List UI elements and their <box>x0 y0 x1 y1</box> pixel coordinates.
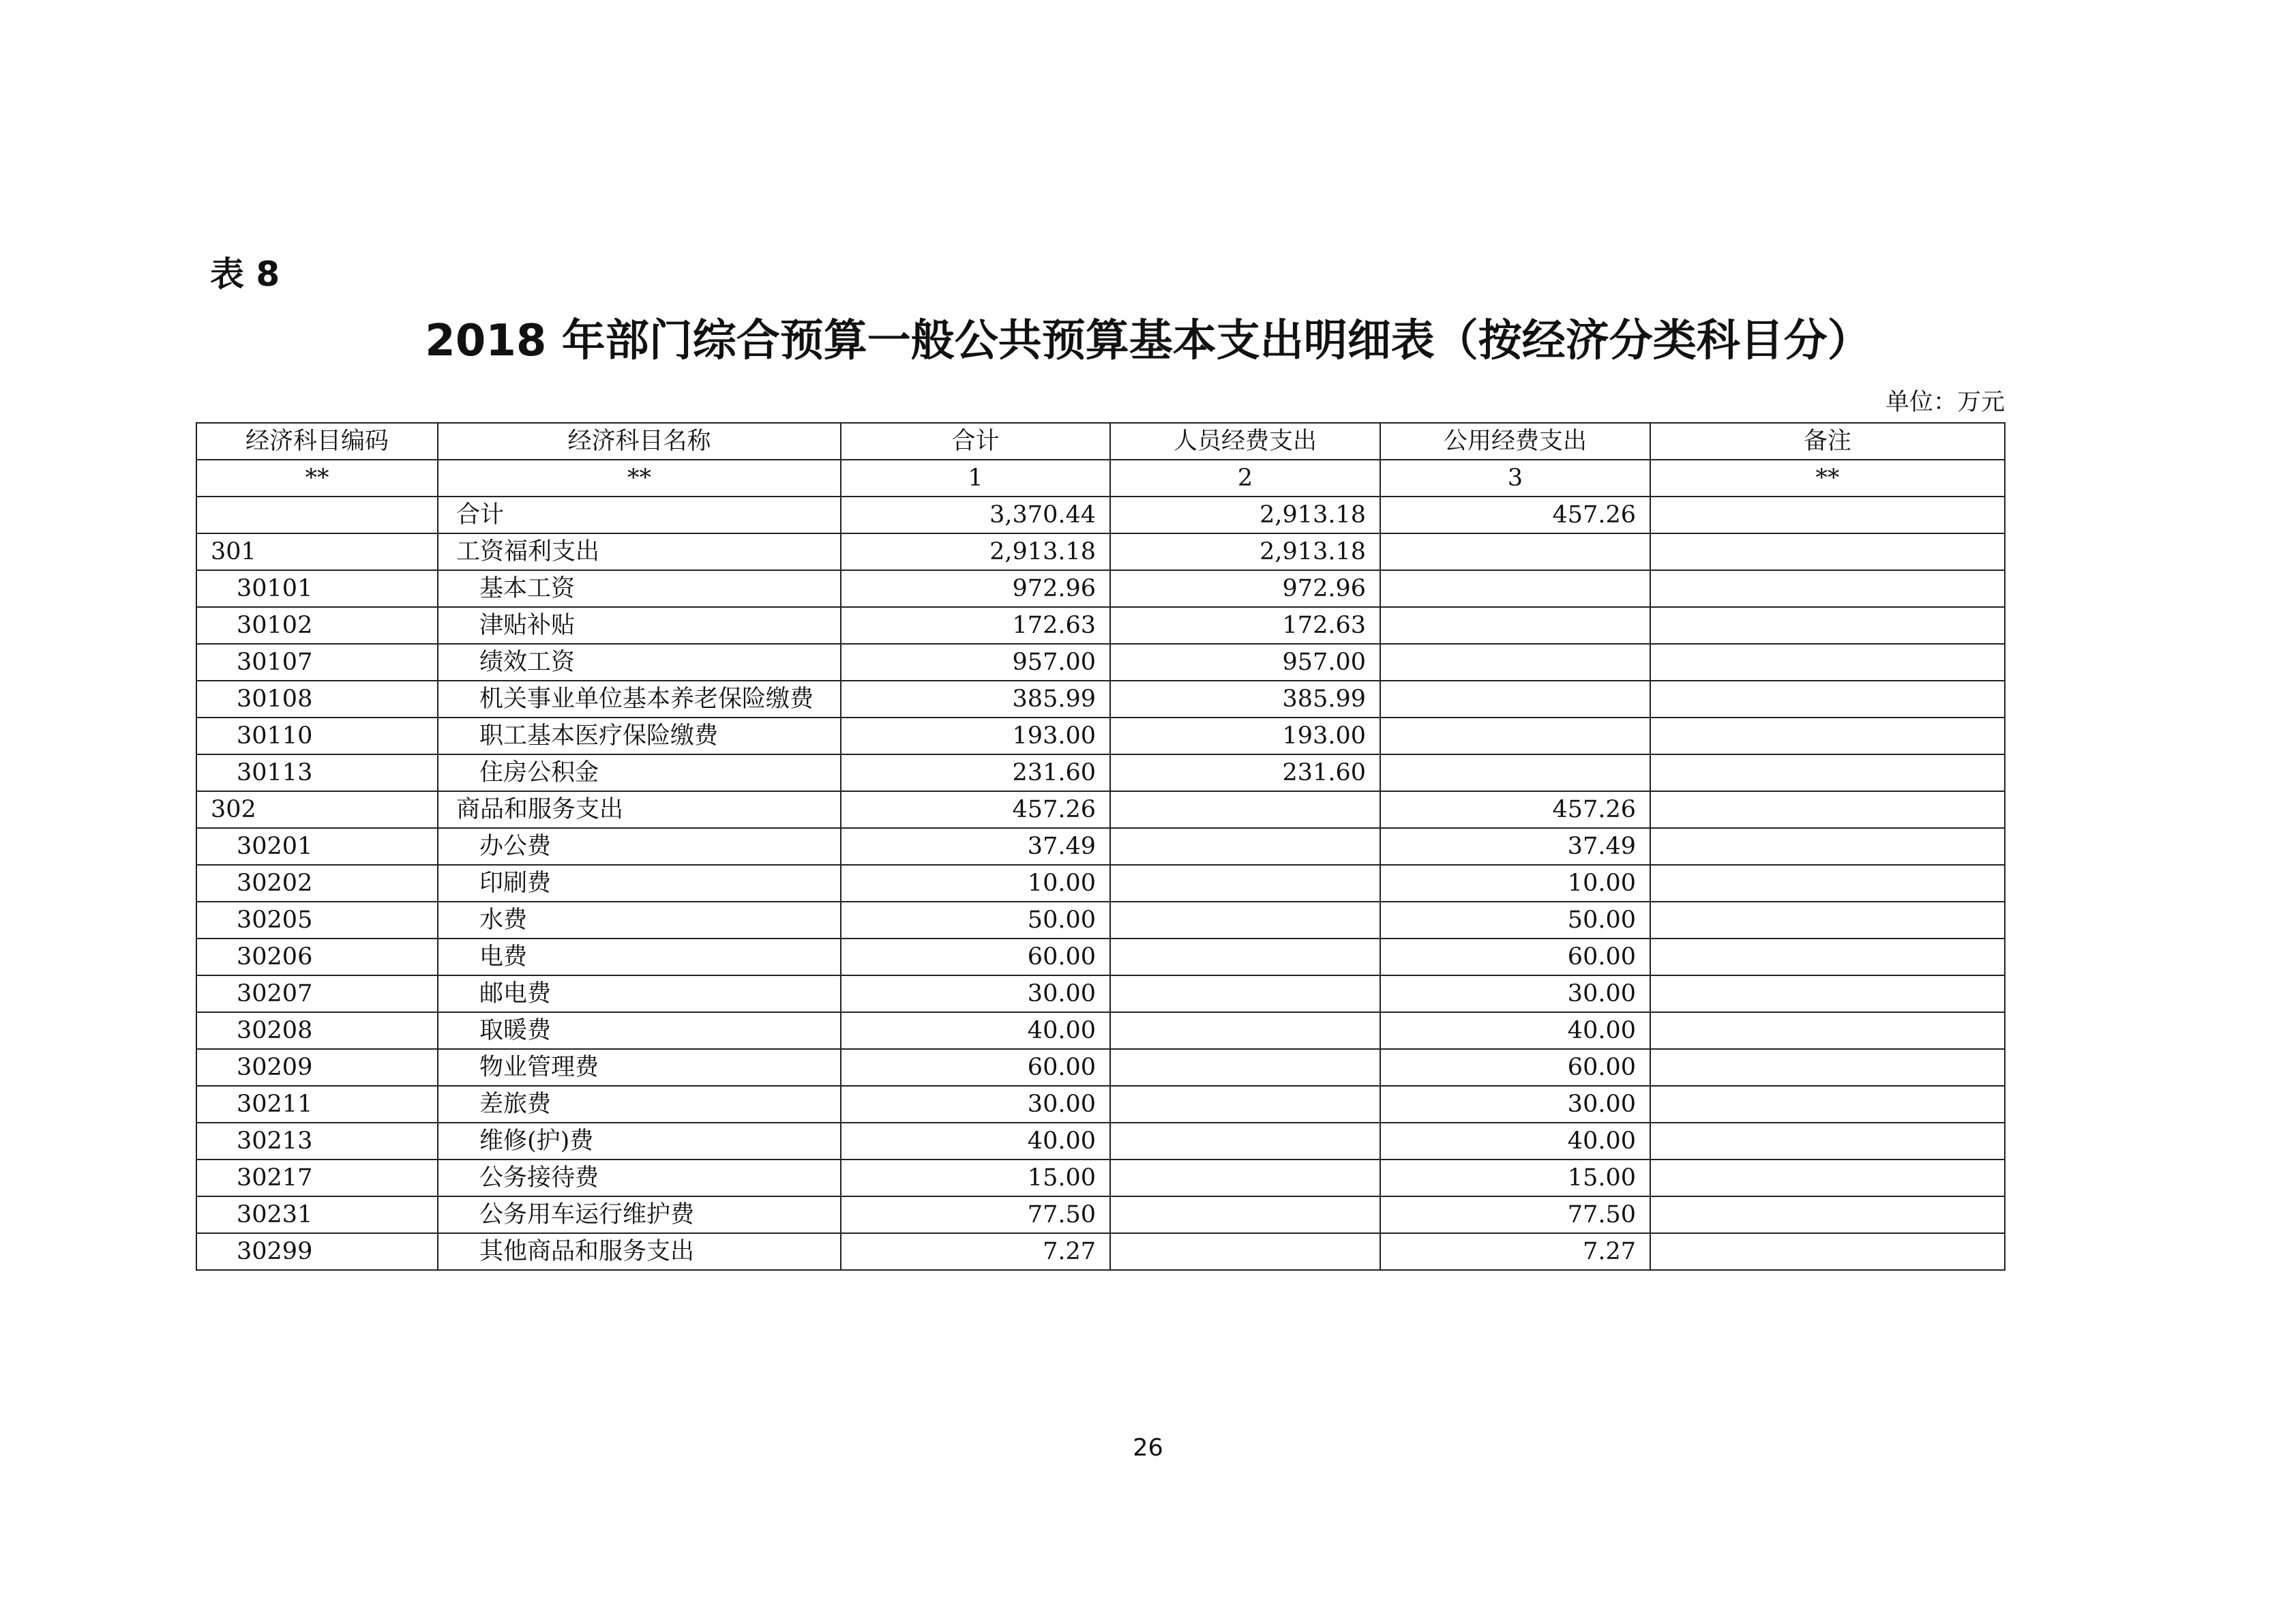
index-cell: ** <box>1650 460 2005 497</box>
header-cell-personnel: 人员经费支出 <box>1110 423 1380 460</box>
name-cell: 维修(护)费 <box>438 1123 841 1160</box>
code-cell: 30231 <box>196 1196 438 1233</box>
table-row <box>196 1123 2005 1160</box>
total-cell: 30.00 <box>841 1086 1110 1123</box>
code-cell: 30213 <box>196 1123 438 1160</box>
public-cell: 10.00 <box>1380 865 1650 902</box>
name-cell: 水费 <box>438 902 841 939</box>
name-cell: 津贴补贴 <box>438 607 841 644</box>
personnel-cell <box>1110 1012 1380 1049</box>
table-row <box>196 533 2005 570</box>
name-cell: 办公费 <box>438 828 841 865</box>
code-cell: 30205 <box>196 902 438 939</box>
name-cell: 机关事业单位基本养老保险缴费 <box>438 681 841 718</box>
public-cell <box>1380 754 1650 791</box>
personnel-cell <box>1110 1049 1380 1086</box>
total-cell: 60.00 <box>841 1049 1110 1086</box>
personnel-cell <box>1110 1233 1380 1270</box>
code-cell: 30299 <box>196 1233 438 1270</box>
code-cell: 30217 <box>196 1160 438 1196</box>
public-cell <box>1380 533 1650 570</box>
total-cell: 457.26 <box>841 791 1110 828</box>
name-cell: 其他商品和服务支出 <box>438 1233 841 1270</box>
note-cell <box>1650 570 2005 607</box>
code-cell: 30201 <box>196 828 438 865</box>
name-cell: 绩效工资 <box>438 644 841 681</box>
page-number: 26 <box>1133 1434 1163 1462</box>
total-cell: 60.00 <box>841 939 1110 975</box>
table-row <box>196 607 2005 644</box>
index-cell: 3 <box>1380 460 1650 497</box>
public-cell <box>1380 718 1650 754</box>
note-cell <box>1650 975 2005 1012</box>
name-cell: 住房公积金 <box>438 754 841 791</box>
personnel-cell: 2,913.18 <box>1110 497 1380 533</box>
personnel-cell <box>1110 828 1380 865</box>
note-cell <box>1650 939 2005 975</box>
name-cell: 公务接待费 <box>438 1160 841 1196</box>
code-cell: 30113 <box>196 754 438 791</box>
personnel-cell: 957.00 <box>1110 644 1380 681</box>
public-cell: 60.00 <box>1380 939 1650 975</box>
name-cell: 取暖费 <box>438 1012 841 1049</box>
table-row <box>196 828 2005 865</box>
code-cell: 30101 <box>196 570 438 607</box>
personnel-cell <box>1110 791 1380 828</box>
table-row <box>196 1012 2005 1049</box>
header-cell-total: 合计 <box>841 423 1110 460</box>
table-row <box>196 644 2005 681</box>
table-row <box>196 1160 2005 1196</box>
table-row <box>196 754 2005 791</box>
index-row <box>196 460 2005 497</box>
total-cell: 385.99 <box>841 681 1110 718</box>
code-cell: 30211 <box>196 1086 438 1123</box>
code-cell: 302 <box>196 791 438 828</box>
note-cell <box>1650 1012 2005 1049</box>
name-cell: 电费 <box>438 939 841 975</box>
total-cell: 2,913.18 <box>841 533 1110 570</box>
code-cell: 30207 <box>196 975 438 1012</box>
total-cell: 193.00 <box>841 718 1110 754</box>
total-cell: 30.00 <box>841 975 1110 1012</box>
table-row <box>196 681 2005 718</box>
note-cell <box>1650 791 2005 828</box>
header-cell-code: 经济科目编码 <box>196 423 438 460</box>
personnel-cell: 2,913.18 <box>1110 533 1380 570</box>
table-row <box>196 902 2005 939</box>
note-cell <box>1650 902 2005 939</box>
code-cell: 30202 <box>196 865 438 902</box>
total-cell: 957.00 <box>841 644 1110 681</box>
public-cell: 40.00 <box>1380 1012 1650 1049</box>
table-row <box>196 975 2005 1012</box>
total-cell: 3,370.44 <box>841 497 1110 533</box>
note-cell <box>1650 828 2005 865</box>
note-cell <box>1650 1233 2005 1270</box>
name-cell: 合计 <box>438 497 841 533</box>
table-row <box>196 1233 2005 1270</box>
name-cell: 差旅费 <box>438 1086 841 1123</box>
total-cell: 40.00 <box>841 1123 1110 1160</box>
public-cell: 30.00 <box>1380 1086 1650 1123</box>
unit-label: 单位：万元 <box>1885 389 2005 416</box>
public-cell <box>1380 644 1650 681</box>
note-cell <box>1650 533 2005 570</box>
name-cell: 工资福利支出 <box>438 533 841 570</box>
total-cell: 40.00 <box>841 1012 1110 1049</box>
public-cell: 7.27 <box>1380 1233 1650 1270</box>
personnel-cell <box>1110 865 1380 902</box>
header-cell-name: 经济科目名称 <box>438 423 841 460</box>
note-cell <box>1650 681 2005 718</box>
personnel-cell <box>1110 1196 1380 1233</box>
total-cell: 7.27 <box>841 1233 1110 1270</box>
public-cell: 60.00 <box>1380 1049 1650 1086</box>
name-cell: 基本工资 <box>438 570 841 607</box>
public-cell: 50.00 <box>1380 902 1650 939</box>
index-cell: ** <box>438 460 841 497</box>
table-label: 表 8 <box>210 254 280 294</box>
total-cell: 10.00 <box>841 865 1110 902</box>
public-cell: 77.50 <box>1380 1196 1650 1233</box>
code-cell: 30102 <box>196 607 438 644</box>
table-row <box>196 718 2005 754</box>
public-cell: 457.26 <box>1380 791 1650 828</box>
note-cell <box>1650 644 2005 681</box>
public-cell <box>1380 607 1650 644</box>
note-cell <box>1650 718 2005 754</box>
header-cell-public: 公用经费支出 <box>1380 423 1650 460</box>
note-cell <box>1650 865 2005 902</box>
table-row <box>196 939 2005 975</box>
index-cell: 1 <box>841 460 1110 497</box>
note-cell <box>1650 1196 2005 1233</box>
index-cell: ** <box>196 460 438 497</box>
public-cell: 37.49 <box>1380 828 1650 865</box>
note-cell <box>1650 607 2005 644</box>
table-row <box>196 1049 2005 1086</box>
note-cell <box>1650 1123 2005 1160</box>
public-cell <box>1380 570 1650 607</box>
table-row <box>196 865 2005 902</box>
code-cell: 30107 <box>196 644 438 681</box>
public-cell: 15.00 <box>1380 1160 1650 1196</box>
personnel-cell: 972.96 <box>1110 570 1380 607</box>
code-cell: 301 <box>196 533 438 570</box>
total-cell: 77.50 <box>841 1196 1110 1233</box>
header-row <box>196 423 2005 460</box>
name-cell: 邮电费 <box>438 975 841 1012</box>
note-cell <box>1650 497 2005 533</box>
personnel-cell <box>1110 1086 1380 1123</box>
total-cell: 15.00 <box>841 1160 1110 1196</box>
table-row <box>196 570 2005 607</box>
total-cell: 50.00 <box>841 902 1110 939</box>
personnel-cell <box>1110 902 1380 939</box>
header-cell-note: 备注 <box>1650 423 2005 460</box>
table-row <box>196 791 2005 828</box>
personnel-cell: 172.63 <box>1110 607 1380 644</box>
name-cell: 印刷费 <box>438 865 841 902</box>
personnel-cell: 385.99 <box>1110 681 1380 718</box>
code-cell: 30208 <box>196 1012 438 1049</box>
table-row <box>196 1196 2005 1233</box>
index-cell: 2 <box>1110 460 1380 497</box>
note-cell <box>1650 1160 2005 1196</box>
total-cell: 172.63 <box>841 607 1110 644</box>
code-cell: 30209 <box>196 1049 438 1086</box>
code-cell <box>196 497 438 533</box>
total-cell: 972.96 <box>841 570 1110 607</box>
note-cell <box>1650 754 2005 791</box>
personnel-cell <box>1110 939 1380 975</box>
budget-table <box>196 422 2006 1271</box>
personnel-cell: 193.00 <box>1110 718 1380 754</box>
name-cell: 商品和服务支出 <box>438 791 841 828</box>
code-cell: 30206 <box>196 939 438 975</box>
personnel-cell: 231.60 <box>1110 754 1380 791</box>
name-cell: 职工基本医疗保险缴费 <box>438 718 841 754</box>
public-cell <box>1380 681 1650 718</box>
total-cell: 231.60 <box>841 754 1110 791</box>
total-cell: 37.49 <box>841 828 1110 865</box>
personnel-cell <box>1110 1160 1380 1196</box>
public-cell: 30.00 <box>1380 975 1650 1012</box>
personnel-cell <box>1110 975 1380 1012</box>
table-row <box>196 497 2005 533</box>
personnel-cell <box>1110 1123 1380 1160</box>
public-cell: 40.00 <box>1380 1123 1650 1160</box>
name-cell: 公务用车运行维护费 <box>438 1196 841 1233</box>
table-row <box>196 1086 2005 1123</box>
code-cell: 30108 <box>196 681 438 718</box>
note-cell <box>1650 1086 2005 1123</box>
name-cell: 物业管理费 <box>438 1049 841 1086</box>
note-cell <box>1650 1049 2005 1086</box>
public-cell: 457.26 <box>1380 497 1650 533</box>
code-cell: 30110 <box>196 718 438 754</box>
document-title: 2018 年部门综合预算一般公共预算基本支出明细表（按经济分类科目分） <box>425 316 1871 366</box>
